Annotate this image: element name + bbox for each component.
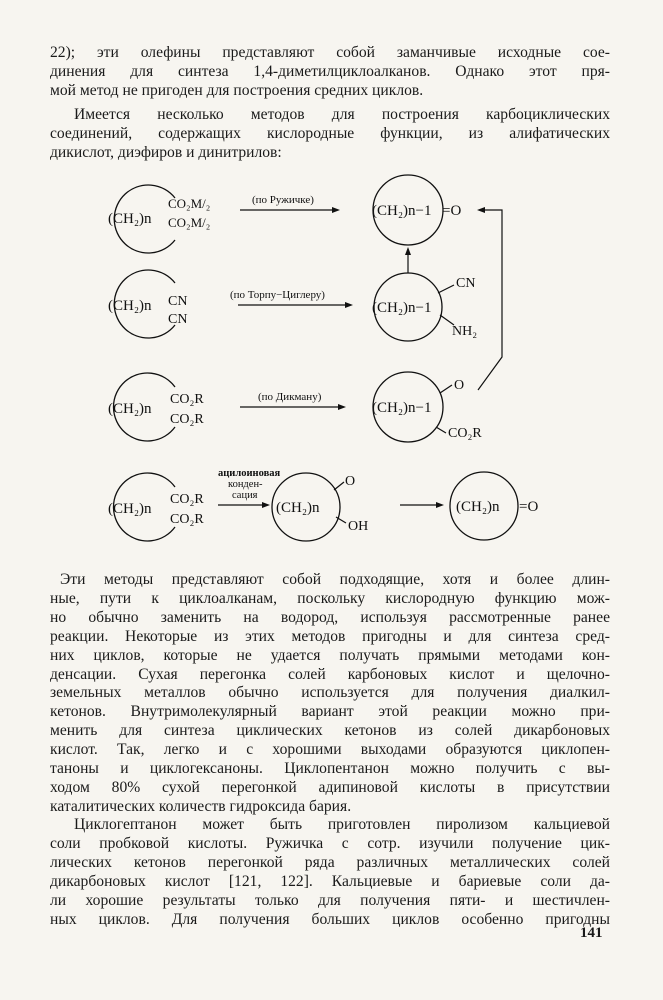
text-line: динения для синтеза 1,4-диметилциклоалканов. Однако этот пря- [50, 62, 610, 80]
substituent: CO₂R [170, 492, 204, 507]
substituent: OH [348, 519, 369, 534]
substituent: CO₂R [170, 412, 204, 427]
substituent: O [345, 474, 356, 489]
substituent: CO₂M/₂ [168, 196, 211, 211]
ring-label: (CH₂)n−1 [372, 400, 432, 416]
reaction-label: ацилоиновая [218, 468, 281, 479]
substituent: CO₂R [170, 512, 204, 527]
bond [334, 482, 344, 490]
reaction-label: (по Ружичке) [252, 194, 314, 206]
reaction-scheme [0, 165, 663, 565]
bond [438, 285, 454, 293]
reaction-label: конден- [228, 479, 263, 490]
ring-label: (CH₂)n [108, 501, 152, 517]
bond [440, 385, 452, 393]
text-line: денсации. Сухая перегонка солей карбоновых кислот и щелочно- [50, 665, 610, 683]
page-number: 141 [580, 925, 603, 941]
substituent: CN [168, 294, 188, 309]
ring-label: (CH₂)n−1 [372, 203, 432, 219]
text-line: дикислот, диэфиров и динитрилов: [50, 143, 282, 161]
text-line: лических кетонов перегонкой ряда различных металлических солей [50, 853, 610, 871]
scheme-row-1 [108, 175, 461, 253]
ring-label: (CH₂)n [108, 401, 152, 417]
intro-paragraph [50, 44, 610, 101]
reaction-label: сация [232, 490, 258, 501]
substituent: NH₂ [452, 324, 478, 339]
lead-paragraph [50, 106, 610, 163]
ring-label: (CH₂)n [276, 500, 320, 516]
body-paragraph-2 [50, 816, 610, 929]
text-line: Эти методы представляют собой подходящие, хотя и более длин- [60, 571, 610, 588]
text-line: 22); эти олефины представляют собой заманчивые исходные сое- [50, 44, 610, 61]
substituent: =O [519, 499, 539, 515]
body-paragraph [50, 571, 610, 817]
substituent: CO₂R [448, 426, 482, 441]
substituent: CO₂M/₂ [168, 215, 211, 230]
scheme-row-4 [108, 468, 538, 541]
arrowhead [436, 502, 444, 508]
text-line: но обычно заменить на водород, используя рассмотренные ранее [50, 608, 610, 626]
text-line: Имеется несколько методов для построения карбоциклических [74, 106, 610, 123]
substituent: CO₂R [170, 392, 204, 407]
text-line: ходом 80% сухой перегонкой адипиновой кислоты в присутствии [50, 778, 610, 796]
arrowhead [345, 302, 353, 308]
ring-label: (CH₂)n [456, 499, 500, 515]
reaction-arrow [478, 210, 502, 390]
scheme-row-3 [108, 372, 482, 442]
text-line: менить для синтеза циклических кетонов из солей дикарбоновых [50, 722, 610, 740]
substituent: =O [442, 203, 462, 219]
text-line: кислот. Так, легко и с хорошими выходами образуются циклопен- [50, 741, 610, 759]
ring-label: (CH₂)n−1 [372, 300, 432, 316]
text-line: ли хорошие результаты только для получения пяти- и шестичлен- [50, 891, 610, 909]
substituent: CN [168, 312, 188, 327]
text-line: мой метод не пригоден для построения средних циклов. [50, 81, 424, 99]
bond [436, 427, 446, 433]
text-line: дикарбоновых кислот [121, 122]. Кальциевые и бариевые соли да- [50, 872, 610, 890]
text-line: кетонов. Внутримолекулярный вариант этой реакции можно при- [50, 703, 610, 721]
text-line: соединений, содержащих кислородные функции, из алифатических [50, 124, 610, 142]
arrowhead [332, 207, 340, 213]
text-line: Циклогептанон может быть приготовлен пиролизом кальциевой [74, 816, 610, 833]
substituent: CN [456, 276, 476, 291]
text-line: ные, пути к циклоалканам, поскольку кислородную функцию мож- [50, 589, 610, 607]
text-line: земельных металлов обычно используется для получения диалкил- [50, 684, 610, 702]
reaction-label: (по Дикману) [258, 391, 322, 403]
arrowhead [262, 502, 270, 508]
ring-label: (CH₂)n [108, 298, 152, 314]
text-line: ных циклов. Для получения больших циклов особенно пригодны [50, 910, 610, 928]
scheme-row-2 [108, 270, 477, 341]
substituent: O [454, 378, 465, 393]
text-line: них циклов, которые не удается получать прямыми методами кон- [50, 646, 610, 664]
reaction-label: (по Торпу−Циглеру) [230, 289, 325, 301]
text-line: таноны и циклогексаноны. Циклопентанон можно получить с вы- [50, 760, 610, 778]
arrowhead [338, 404, 346, 410]
arrowhead [477, 207, 485, 213]
text-line: каталитических количеств гидроксида бария. [50, 797, 352, 815]
arrowhead [405, 247, 411, 255]
text-line: соли пробковой кислоты. Ружичка с сотр. изучили получение цик- [50, 834, 610, 852]
text-line: реакции. Некоторые из этих методов пригодны и для синтеза сред- [50, 627, 610, 645]
ring-label: (CH₂)n [108, 211, 152, 227]
